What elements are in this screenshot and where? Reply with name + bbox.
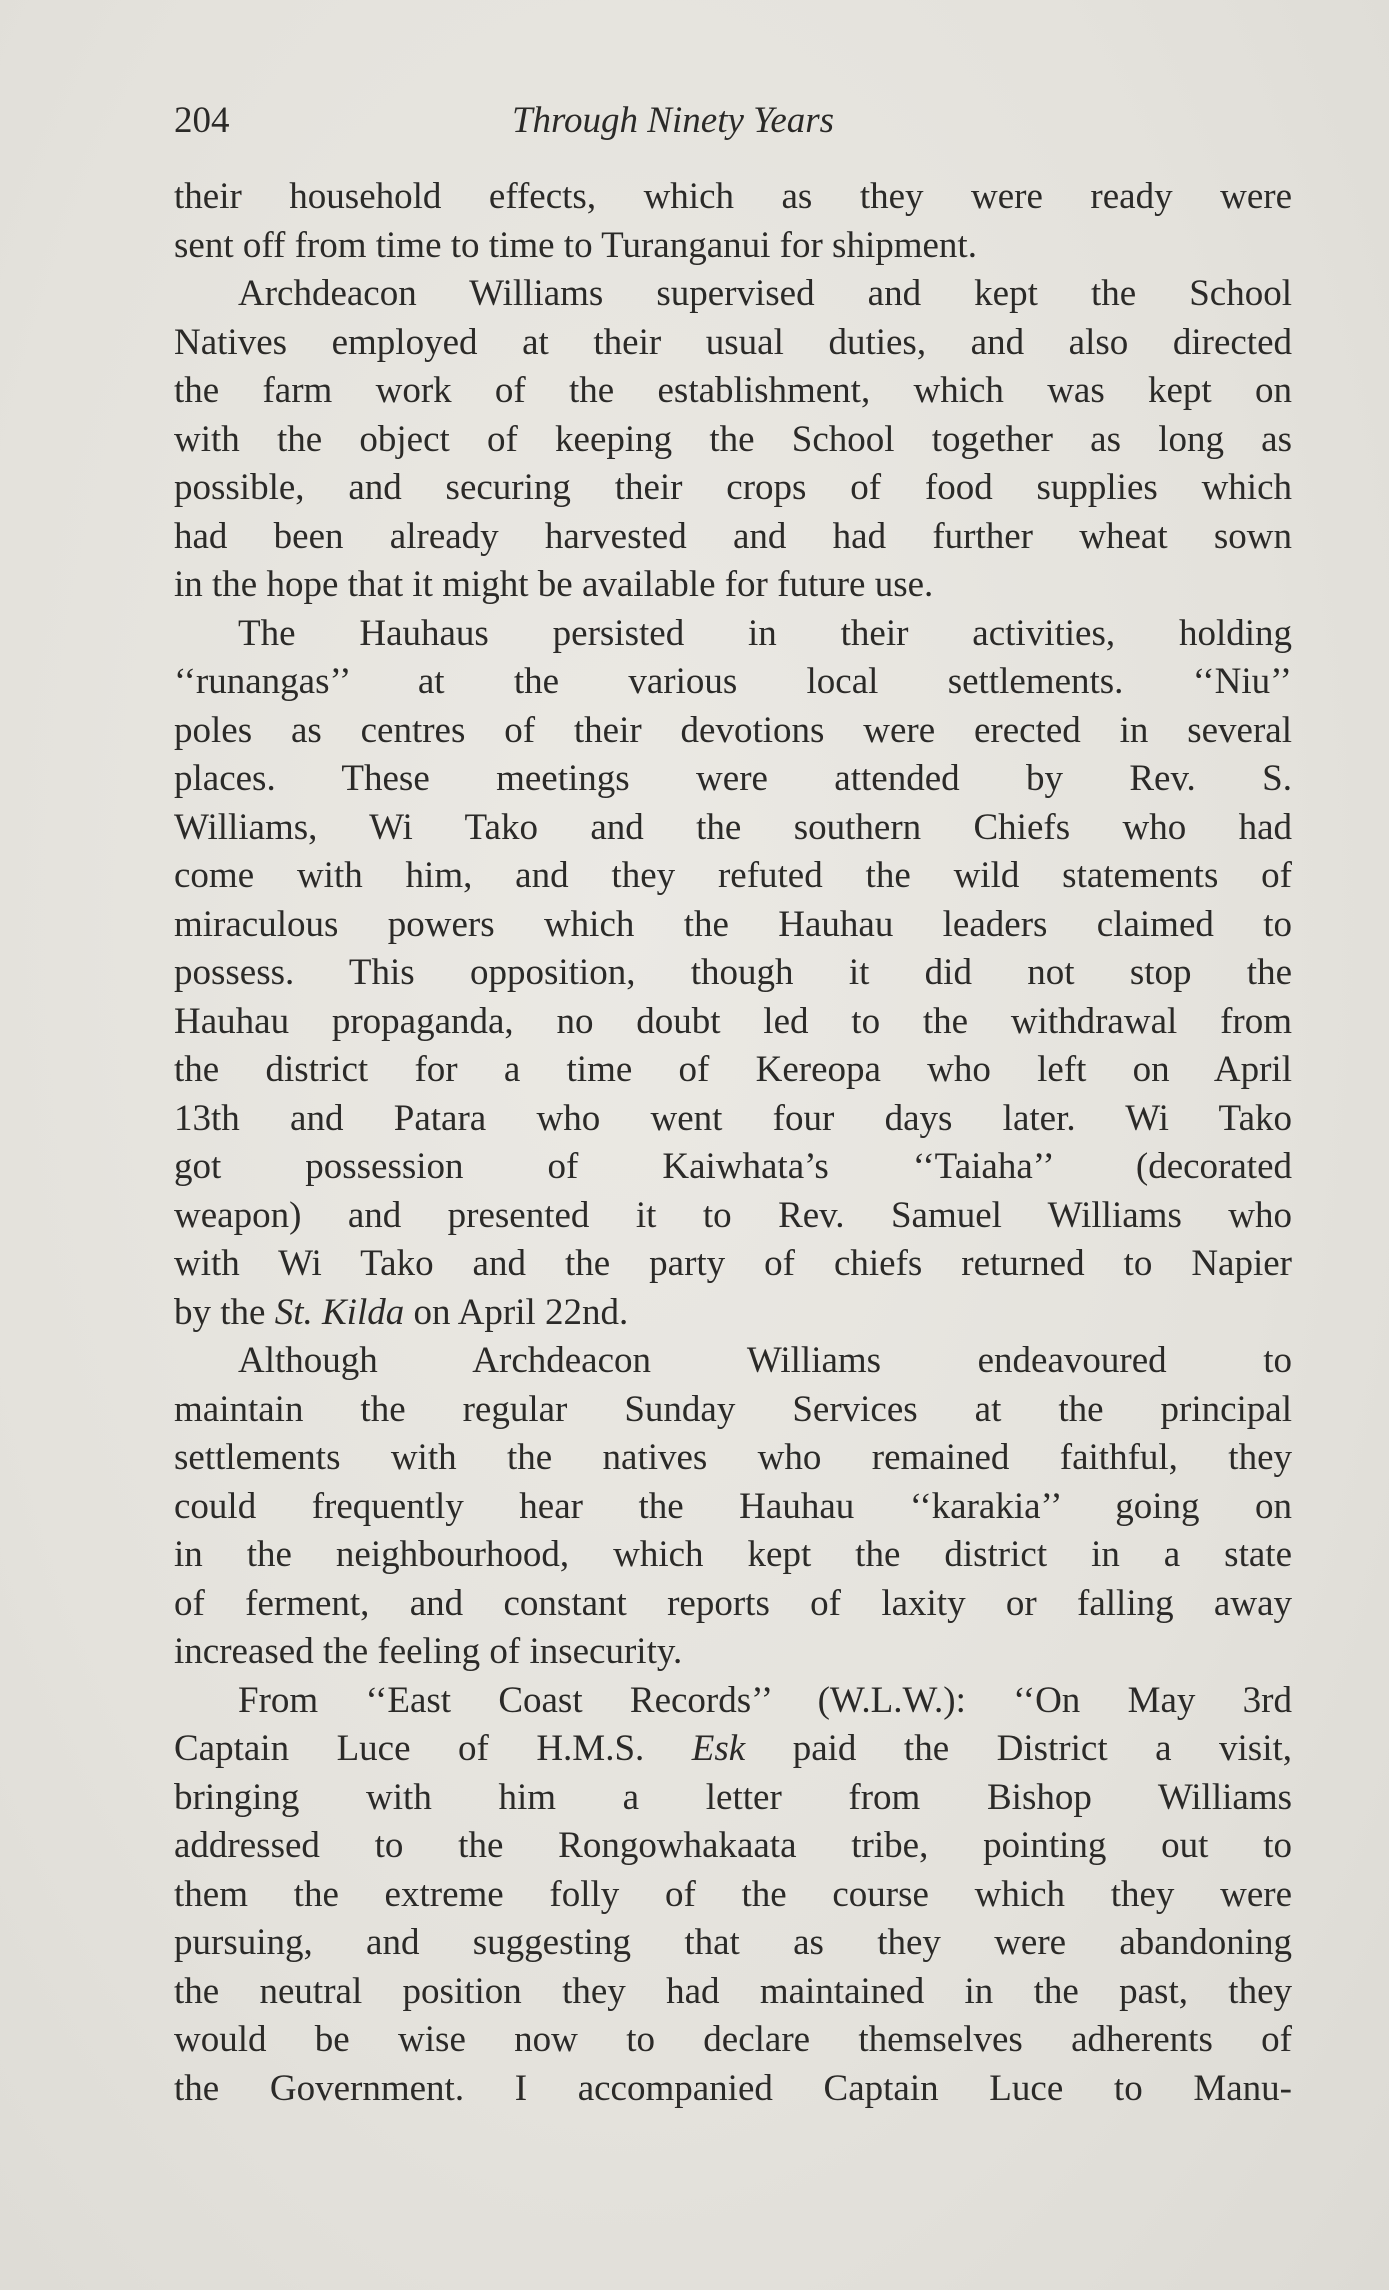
paragraph <box>174 1337 1292 1677</box>
text-line: miraculous powers which the Hauhau leaders claimed to <box>174 903 1292 945</box>
text-line: the Government. I accompanied Captain Luce to Manu- <box>174 2067 1292 2109</box>
text-line: got possession of Kaiwhata’s ‘‘Taiaha’’ (decorated <box>174 1146 1292 1187</box>
text-line: them the extreme folly of the course which they were <box>174 1873 1292 1915</box>
text-line: with the object of keeping the School together as long as <box>174 418 1292 460</box>
text-line <box>174 1725 1292 1774</box>
text-segment: on April 22nd. <box>404 1291 629 1333</box>
text-line: From ‘‘East Coast Records’’ (W.L.W.): ‘‘On May 3rd <box>238 1679 1292 1721</box>
text-line: the neutral position they had maintained in the past, they <box>174 1970 1292 2012</box>
text-line: come with him, and they refuted the wild statements of <box>174 855 1292 896</box>
italic-ship-name: Esk <box>691 1728 746 1769</box>
paragraph <box>174 270 1292 610</box>
text-line <box>174 1289 1292 1338</box>
text-line: had been already harvested and had further wheat sown <box>174 515 1292 557</box>
text-line: poles as centres of their devotions were erected in several <box>174 709 1292 751</box>
text-line: possess. This opposition, though it did not stop the <box>174 952 1292 993</box>
text-line: places. These meetings were attended by Rev. S. <box>174 758 1292 799</box>
paragraph <box>174 173 1292 270</box>
text-line: Hauhau propaganda, no doubt led to the withdrawal from <box>174 1000 1292 1042</box>
text-line: the district for a time of Kereopa who left on April <box>174 1049 1292 1090</box>
italic-ship-name: St. Kilda <box>274 1291 405 1333</box>
text-segment: Captain Luce of H.M.S. <box>174 1728 692 1769</box>
text-line: Archdeacon Williams supervised and kept the School <box>238 273 1292 314</box>
text-line: of ferment, and constant reports of laxity or falling away <box>174 1582 1292 1624</box>
text-line: settlements with the natives who remained faithful, they <box>174 1437 1292 1478</box>
text-line: addressed to the Rongowhakaata tribe, pointing out to <box>174 1825 1292 1866</box>
text-line: sent off from time to time to Turanganui for shipment. <box>174 224 977 266</box>
text-segment: paid the District a visit, <box>745 1728 1292 1769</box>
text-line: the farm work of the establishment, which was kept on <box>174 370 1292 411</box>
text-line: Williams, Wi Tako and the southern Chiefs who had <box>174 806 1292 848</box>
text-line: with Wi Tako and the party of chiefs returned to Napier <box>174 1243 1292 1284</box>
text-line: their household effects, which as they were ready were <box>174 176 1292 217</box>
page-header <box>174 96 1292 146</box>
text-line: weapon) and presented it to Rev. Samuel Williams who <box>174 1194 1292 1236</box>
running-title: Through Ninety Years <box>511 100 835 141</box>
text-segment: by the <box>174 1291 275 1333</box>
paragraph <box>174 1677 1292 2114</box>
text-line: 13th and Patara who went four days later. Wi Tako <box>174 1097 1292 1139</box>
body-text <box>174 173 1292 2113</box>
text-line: possible, and securing their crops of food supplies which <box>174 467 1292 508</box>
text-line: The Hauhaus persisted in their activities, holding <box>238 612 1292 654</box>
paragraph <box>174 610 1292 1338</box>
text-line: maintain the regular Sunday Services at the principal <box>174 1388 1292 1430</box>
text-line: would be wise now to declare themselves adherents of <box>174 2019 1292 2060</box>
text-line: bringing with him a letter from Bishop Williams <box>174 1776 1292 1818</box>
text-line: in the hope that it might be available for future use. <box>174 564 934 605</box>
text-line: pursuing, and suggesting that as they were abandoning <box>174 1922 1292 1963</box>
text-line: increased the feeling of insecurity. <box>174 1631 683 1672</box>
text-line: could frequently hear the Hauhau ‘‘karakia’’ going on <box>174 1485 1292 1527</box>
page-number: 204 <box>174 100 230 141</box>
text-line: ‘‘runangas’’ at the various local settlements. ‘‘Niu’’ <box>174 661 1292 702</box>
text-line: in the neighbourhood, which kept the district in a state <box>174 1534 1292 1575</box>
text-line: Although Archdeacon Williams endeavoured to <box>238 1340 1292 1381</box>
text-line: Natives employed at their usual duties, and also directed <box>174 321 1292 363</box>
